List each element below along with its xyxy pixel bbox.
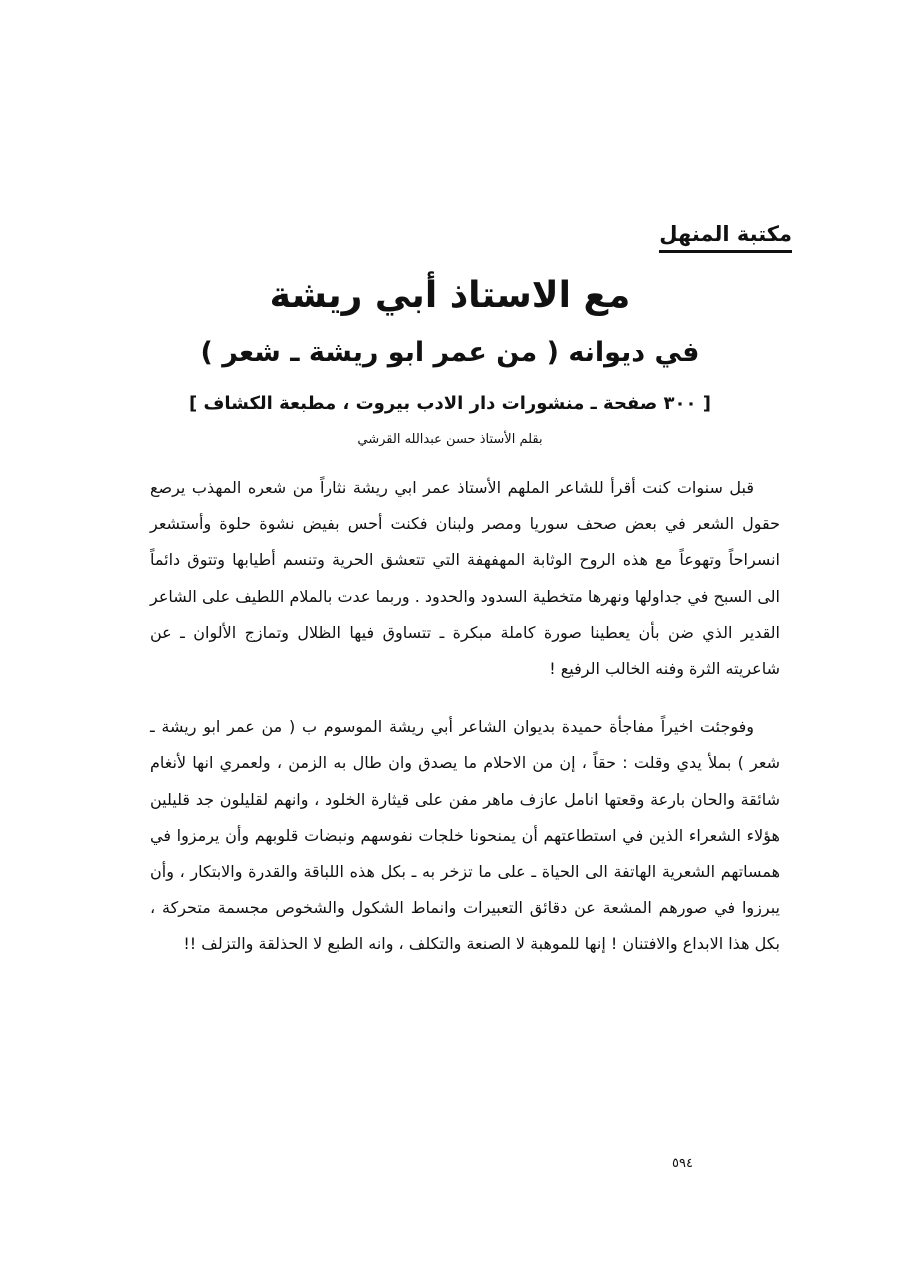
author-byline: بقلم الأستاذ حسن عبدالله القرشي — [357, 432, 543, 447]
page-number: ٥٩٤ — [672, 1156, 693, 1171]
article-subtitle: في ديوانه ( من عمر ابو ريشة ـ شعر ) — [200, 337, 700, 368]
section-label: مكتبة المنهل — [659, 222, 792, 253]
publication-info: [ ٣٠٠ صفحة ـ منشورات دار الادب بيروت ، مطبعة الكشاف ] — [188, 393, 712, 414]
article-body — [150, 470, 780, 963]
body-paragraph: قبل سنوات كنت أقرأ للشاعر الملهم الأستاذ عمر ابي ريشة نثاراً من شعره المهذب يرصع حقول الشعر في بعض صحف سوريا ومصر ولبنان فكنت أحس بفيض نشوة حلوة وأستشعر انسراحاً وتهوعاً مع هذه الروح الوثابة المهفهفة التي تتعشق الحرية وتنسم أطيابها وتتوق دائماً الى السبح في جداولها ونهرها متخطية السدود والحدود . وربما عدت بالملام اللطيف على الشاعر القدير الذي ضن بأن يعطينا صورة كاملة مبكرة ـ تتساوق فيها الظلال وتمازج الألوان ـ عن شاعريته الثرة وفنه الخالب الرفيع ! — [150, 478, 780, 679]
body-paragraph: وفوجئت اخيراً مفاجأة حميدة بديوان الشاعر أبي ريشة الموسوم ب ( من عمر ابو ريشة ـ شعر ) بملأ يدي وقلت : حقاً ، إن من الاحلام ما يصدق وان طال به الزمن ، ولعمري انها لأنغام شائقة والحان بارعة وقعتها انامل عازف ماهر مفن على قيثارة الخلود ، وانهم لقليلون جد قليلين هؤلاء الشعراء الذين في استطاعتهم أن يمنحونا خلجات نفوسهم ونبضات قلوبهم وأن يرمزوا في همساتهم الشعرية الهاتفة الى الحياة ـ على ما تزخر به ـ بكل هذه اللباقة والقدرة والابتكار ، وأن يبرزوا في صورهم المشعة عن دقائق التعبيرات وانماط الشكول والشخوص مجسمة متحركة ، بكل هذا الابداع والافتنان ! إنها للموهبة لا الصنعة والتكلف ، وانه الطبع لا الحذلقة والتزلف !! — [150, 717, 780, 954]
article-title: مع الاستاذ أبي ريشة — [269, 275, 631, 316]
